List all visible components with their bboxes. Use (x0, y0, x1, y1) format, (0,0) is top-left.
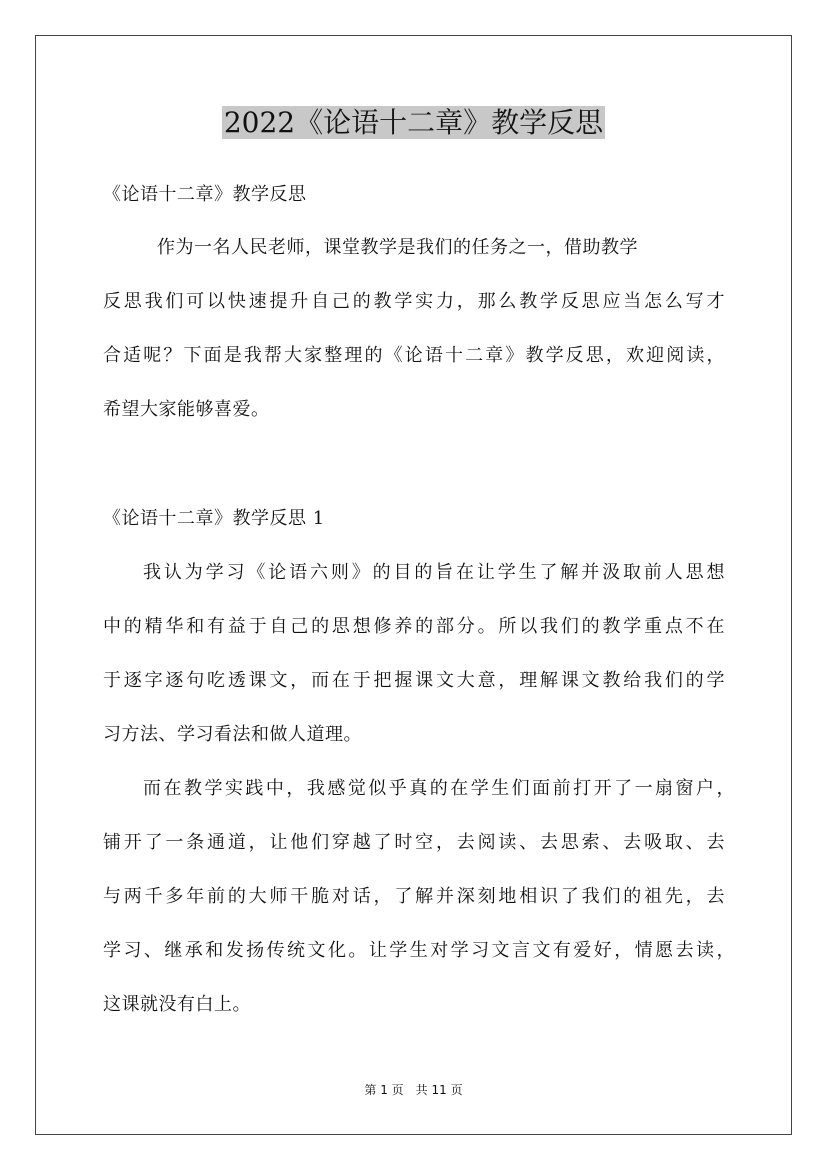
page-number: 第 1 页 共 11 页 (364, 1083, 463, 1097)
document-title (0, 103, 827, 143)
paragraph2-line-4: 学习、继承和发扬传统文化。让学生对学习文言文有爱好，情愿去读， (103, 940, 735, 961)
paragraph2-line-5: 这课就没有白上。 (103, 994, 251, 1015)
paragraph1-line-3: 于逐字逐句吃透课文，而在于把握课文大意，理解课文教给我们的学 (103, 670, 725, 691)
intro-line-1: 作为一名人民老师，课堂教学是我们的任务之一，借助教学 (157, 237, 638, 258)
paragraph2-line-1: 而在教学实践中，我感觉似乎真的在学生们面前打开了一扇窗户， (143, 778, 735, 799)
title-highlight: 2022《论语十二章》教学反思 (223, 106, 604, 139)
intro-line-3: 合适呢？下面是我帮大家整理的《论语十二章》教学反思，欢迎阅读， (103, 345, 725, 366)
intro-line-4: 希望大家能够喜爱。 (103, 399, 270, 420)
paragraph1-line-1: 我认为学习《论语六则》的目的旨在让学生了解并汲取前人思想 (143, 562, 725, 583)
intro-line-2: 反思我们可以快速提升自己的教学实力，那么教学反思应当怎么写才 (103, 291, 725, 312)
paragraph2-line-2: 铺开了一条通道，让他们穿越了时空，去阅读、去思索、去吸取、去 (103, 832, 725, 853)
paragraph2-line-3: 与两千多年前的大师干脆对话，了解并深刻地相识了我们的祖先，去 (103, 886, 725, 907)
subtitle: 《论语十二章》教学反思 (103, 184, 307, 205)
paragraph1-line-4: 习方法、学习看法和做人道理。 (103, 724, 362, 745)
paragraph1-line-2: 中的精华和有益于自己的思想修养的部分。所以我们的教学重点不在 (103, 616, 725, 637)
section-heading: 《论语十二章》教学反思 1 (103, 508, 325, 529)
